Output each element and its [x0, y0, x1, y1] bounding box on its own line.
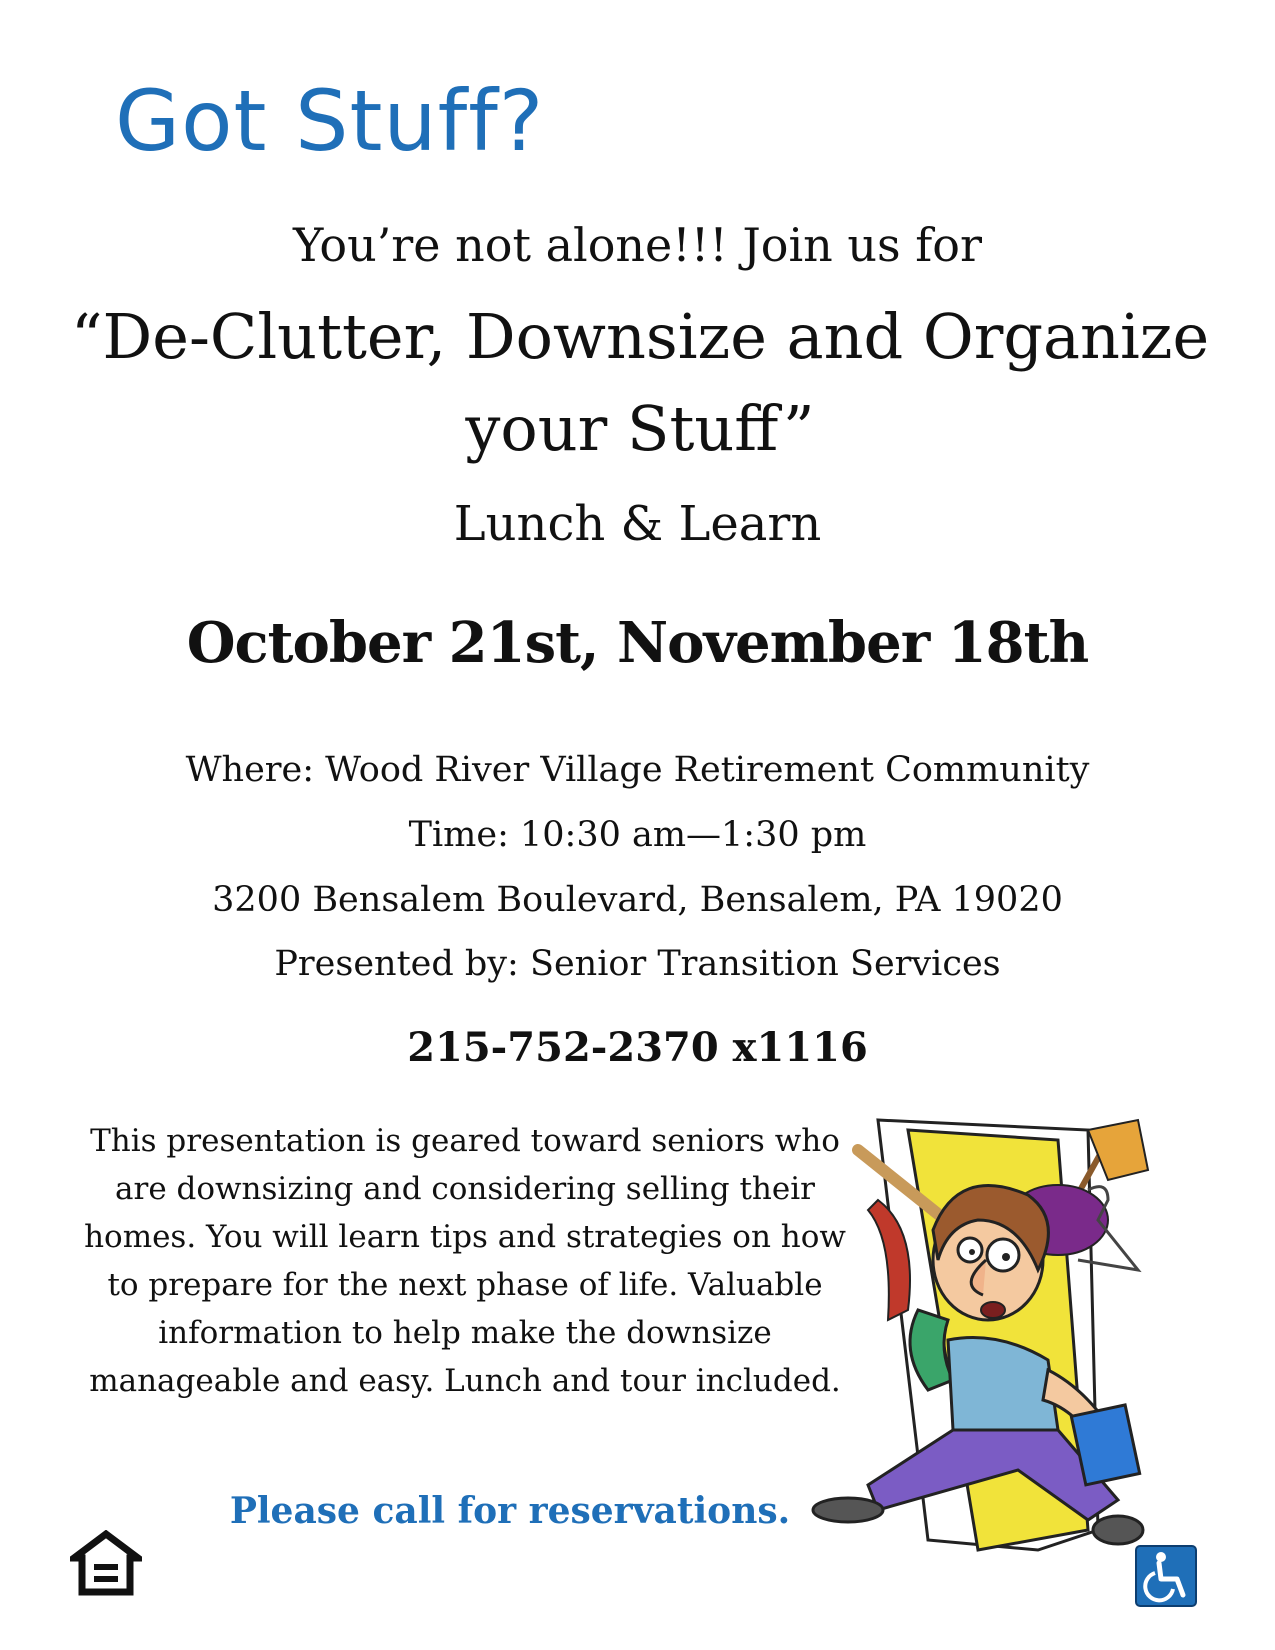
- reservation-call-to-action: Please call for reservations.: [229, 1490, 791, 1532]
- equal-housing-opportunity-icon: [70, 1530, 142, 1596]
- intro-line: You’re not alone!!! Join us for: [293, 218, 982, 272]
- event-location: Where: Wood River Village Retirement Community: [185, 750, 1090, 790]
- headline: Got Stuff?: [115, 72, 545, 170]
- event-dates: October 21st, November 18th: [186, 610, 1089, 676]
- event-title-line-1: “De-Clutter, Downsize and Organize: [70, 300, 1210, 373]
- event-address: 3200 Bensalem Boulevard, Bensalem, PA 19020: [212, 880, 1063, 920]
- event-subtitle: Lunch & Learn: [453, 496, 822, 552]
- event-description: This presentation is geared toward seniors who are downsizing and considering selling their homes. You will learn tips and strategies on how to prepare for the next phase of life. Valuable information to help make the downsize manageable and easy. Lunch and tour included.: [84, 1123, 846, 1399]
- event-presenter: Presented by: Senior Transition Services: [274, 944, 1001, 984]
- event-title-line-2: your Stuff”: [465, 392, 815, 465]
- wheelchair-accessible-icon: [1135, 1545, 1197, 1607]
- event-time: Time: 10:30 am—1:30 pm: [408, 815, 867, 855]
- contact-phone: 215-752-2370 x1116: [407, 1024, 868, 1071]
- clutter-cartoon-illustration: [788, 1110, 1228, 1580]
